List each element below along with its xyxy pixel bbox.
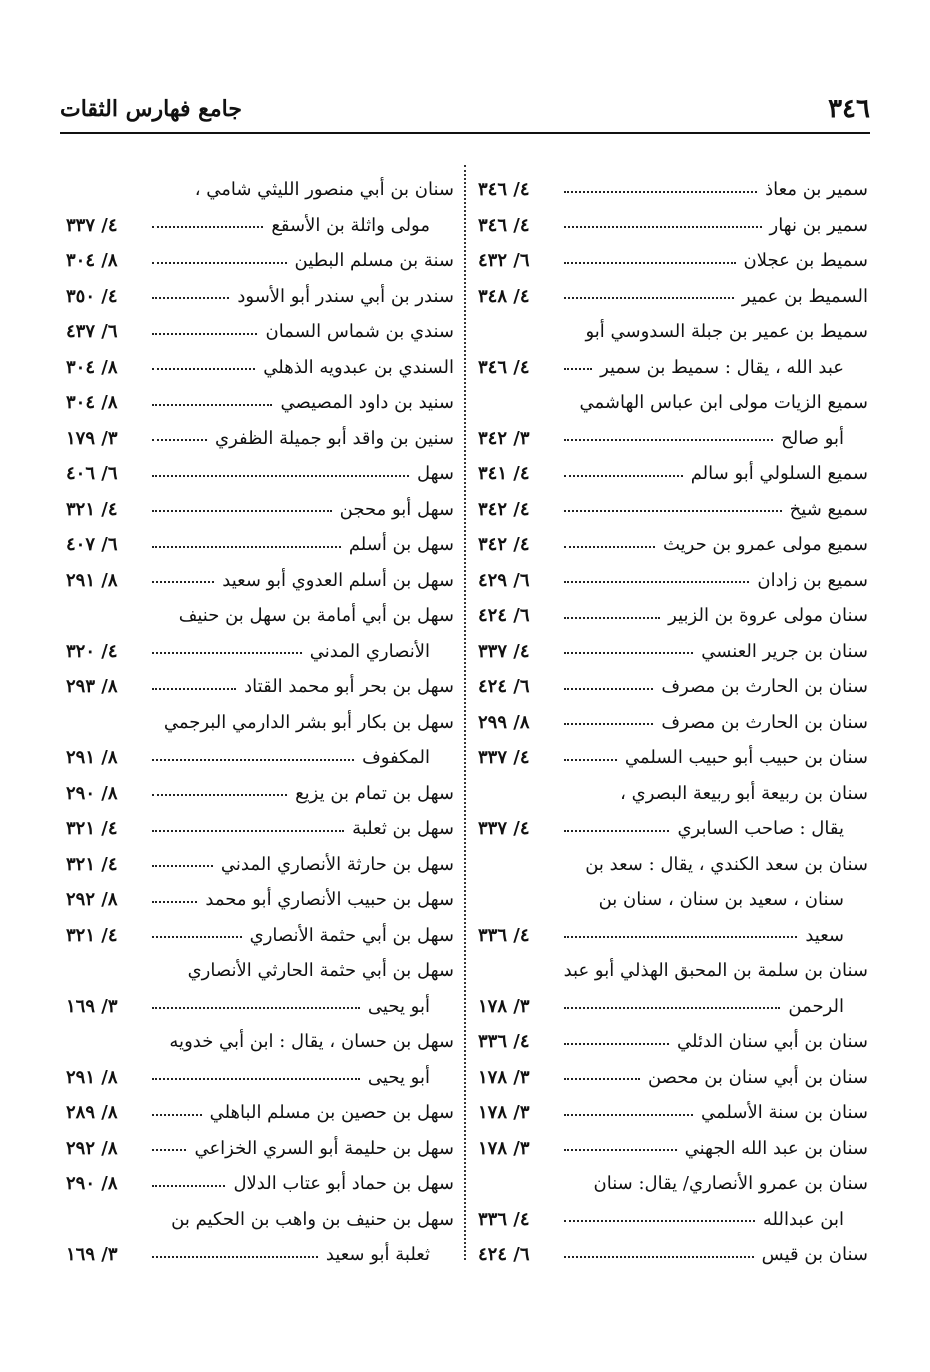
entry-name: سنين بن واقد أبو جميلة الظفري (215, 427, 454, 449)
entry-name: سنان بن حبيب أبو حبيب السلمي (624, 747, 868, 769)
entry-reference: ٤/ ٣٣٧ (478, 818, 530, 840)
entry-name: الأنصاري المدني (309, 640, 430, 662)
index-entry (66, 243, 454, 279)
index-entry (478, 456, 868, 492)
leader-dots (564, 222, 762, 228)
entry-name: سنان بن الحارث بن مصرف (661, 711, 868, 733)
index-entry (66, 918, 454, 954)
entry-reference: ٨/ ٢٩٢ (66, 1137, 118, 1159)
entry-reference: ٣/ ١٧٩ (66, 427, 118, 449)
entry-name: سمير بن معاذ (765, 179, 868, 201)
entry-name: سهل بن بكار أبو بشر الدارمي البرجمي (163, 711, 454, 733)
entry-name: مولى واثلة بن الأسقع (271, 214, 430, 236)
index-entry (66, 527, 454, 563)
index-entry (478, 208, 868, 244)
entry-name: سنان بن سعد الكندي ، يقال : سعد بن (585, 853, 868, 875)
entry-reference: ٣/ ١٦٩ (66, 1244, 118, 1266)
entry-name: السميط بن عمير (741, 285, 868, 307)
index-entry (66, 705, 454, 741)
entry-name: سهل بن حبيب الأنصاري أبو محمد (205, 889, 454, 911)
page-header (60, 92, 870, 134)
entry-name: سنان بن عبد الله الجهني (684, 1137, 868, 1159)
index-entry (66, 634, 454, 670)
index-entry (478, 882, 868, 918)
leader-dots (152, 826, 344, 832)
leader-dots (152, 435, 207, 441)
index-entry (478, 847, 868, 883)
index-entry (478, 811, 868, 847)
entry-name: سهل بن حصين بن مسلم الباهلي (209, 1102, 454, 1124)
entry-reference: ٤/ ٣٢١ (66, 924, 118, 946)
index-entry (66, 279, 454, 315)
entry-name: سهل بن أبي أمامة بن سهل بن حنيف (178, 605, 454, 627)
entry-reference: ٤/ ٣٢١ (66, 853, 118, 875)
index-entry (66, 350, 454, 386)
entry-reference: ٤/ ٣٣٦ (478, 924, 530, 946)
entry-reference: ٤/ ٣٢١ (66, 498, 118, 520)
leader-dots (564, 1003, 780, 1009)
page-number: ٣٤٦ (828, 94, 870, 124)
leader-dots (152, 897, 197, 903)
leader-dots (152, 293, 229, 299)
leader-dots (152, 471, 409, 477)
index-entry (478, 279, 868, 315)
entry-reference: ٨/ ٢٩١ (66, 1066, 118, 1088)
index-entry (478, 527, 868, 563)
leader-dots (152, 932, 242, 938)
entry-name: سنان بن أبي سنان الدئلي (677, 1031, 868, 1053)
entry-reference: ٤/ ٣٣٧ (478, 747, 530, 769)
index-entry (66, 492, 454, 528)
leader-dots (564, 1145, 677, 1151)
index-entry (66, 776, 454, 812)
entry-reference: ٤/ ٣٣٧ (66, 214, 118, 236)
index-entry (478, 989, 868, 1025)
leader-dots (152, 364, 255, 370)
index-entry (478, 385, 868, 421)
leader-dots (152, 684, 236, 690)
entry-name: ثعلبة أبو سعيد (325, 1244, 430, 1266)
entry-reference: ٤/ ٣٤٢ (478, 498, 530, 520)
leader-dots (564, 435, 773, 441)
entry-name: سهل بن أبي حثمة الأنصاري (249, 924, 454, 946)
leader-dots (564, 932, 797, 938)
index-entry (478, 172, 868, 208)
leader-dots (564, 506, 782, 512)
leader-dots (152, 506, 332, 512)
entry-name: سنان بن سنة الأسلمي (701, 1102, 868, 1124)
entry-reference: ٨/ ٢٩٩ (478, 711, 530, 733)
index-entry (66, 598, 454, 634)
leader-dots (564, 1252, 754, 1258)
entry-name: سنان مولى عروة بن الزبير (668, 605, 868, 627)
index-entry (66, 1095, 454, 1131)
leader-dots (564, 364, 592, 370)
leader-dots (564, 826, 669, 832)
leader-dots (564, 542, 655, 548)
leader-dots (152, 577, 214, 583)
index-entry (66, 172, 454, 208)
index-entry (478, 314, 868, 350)
index-entry (478, 598, 868, 634)
entry-reference: ٣/ ١٧٨ (478, 1066, 530, 1088)
entry-reference: ٤/ ٣٣٦ (478, 1208, 530, 1230)
index-entry (66, 669, 454, 705)
index-entry (478, 669, 868, 705)
index-entry (478, 918, 868, 954)
index-entry (66, 1024, 454, 1060)
entry-name: سهل بن حليمة أبو السري الخزاعي (194, 1137, 454, 1159)
book-title: جامع فهارس الثقات (60, 96, 242, 122)
entry-reference: ٦/ ٤٠٧ (66, 534, 118, 556)
index-entry (478, 563, 868, 599)
leader-dots (564, 719, 653, 725)
entry-name: سهل بن حارثة الأنصاري المدني (220, 853, 454, 875)
leader-dots (152, 1252, 318, 1258)
index-column-right (478, 172, 868, 1273)
index-entry (478, 1131, 868, 1167)
leader-dots (564, 293, 734, 299)
entry-reference: ٤/ ٣٢٠ (66, 640, 118, 662)
index-entry (66, 740, 454, 776)
leader-dots (152, 861, 213, 867)
index-entry (66, 1131, 454, 1167)
entry-name: سعيد (805, 924, 844, 946)
entry-name: أبو يحيى (367, 995, 430, 1017)
index-entry (66, 1060, 454, 1096)
entry-name: سميع السلولي أبو سالم (690, 463, 868, 485)
leader-dots (152, 1145, 186, 1151)
entry-name: سنان بن جرير العنسي (701, 640, 868, 662)
entry-name: سهل بن أبي حثمة الحارثي الأنصاري (187, 960, 454, 982)
leader-dots (152, 258, 287, 264)
entry-name: سنان بن عمرو الأنصاري/ يقال: سنان (593, 1173, 868, 1195)
entry-reference: ٨/ ٢٩٣ (66, 676, 118, 698)
entry-reference: ٣/ ١٦٩ (66, 995, 118, 1017)
index-entry (66, 953, 454, 989)
leader-dots (152, 222, 263, 228)
leader-dots (152, 400, 272, 406)
entry-name: سنان بن ربيعة أبو ربيعة البصري ، (620, 782, 868, 804)
column-divider (464, 165, 466, 1260)
index-column-left (66, 172, 454, 1273)
entry-name: المكفوف (362, 747, 430, 769)
index-entry (66, 314, 454, 350)
entry-name: سميع مولى عمرو بن حريث (662, 534, 868, 556)
entry-reference: ٦/ ٤٠٦ (66, 463, 118, 485)
leader-dots (564, 1074, 640, 1080)
entry-reference: ٨/ ٢٩١ (66, 747, 118, 769)
entry-name: سهل بن حسان ، يقال : ابن أبي خدويه (169, 1031, 454, 1053)
entry-reference: ٤/ ٣٤٦ (478, 179, 530, 201)
index-entry (478, 634, 868, 670)
index-entry (66, 421, 454, 457)
entry-name: السندي بن عبدويه الذهلي (263, 356, 454, 378)
index-entry (66, 1166, 454, 1202)
index-entry (66, 811, 454, 847)
entry-reference: ٨/ ٢٩١ (66, 569, 118, 591)
entry-name: سميع الزيات مولى ابن عباس الهاشمي (579, 392, 868, 414)
leader-dots (152, 1110, 202, 1116)
entry-reference: ٤/ ٣٢١ (66, 818, 118, 840)
entry-reference: ٦/ ٤٢٤ (478, 1244, 530, 1266)
index-entry (478, 1095, 868, 1131)
leader-dots (564, 471, 683, 477)
entry-reference: ٤/ ٣٤٨ (478, 285, 530, 307)
entry-reference: ٣/ ٣٤٢ (478, 427, 530, 449)
entry-reference: ٨/ ٣٠٤ (66, 356, 118, 378)
entry-reference: ٣/ ١٧٨ (478, 1102, 530, 1124)
entry-name: سمير بن نهار (769, 214, 868, 236)
entry-name: سنيد بن داود المصيصي (280, 392, 454, 414)
index-entry (478, 953, 868, 989)
entry-name: سهل أبو محجن (339, 498, 454, 520)
entry-name: سهل بن حنيف بن واهب بن الحكيم بن (171, 1208, 454, 1230)
entry-name: سهل بن أسلم العدوي أبو سعيد (222, 569, 454, 591)
entry-reference: ٨/ ٢٩٠ (66, 1173, 118, 1195)
entry-reference: ٦/ ٤٣٢ (478, 250, 530, 272)
index-entry (66, 208, 454, 244)
entry-name: سهل بن حماد أبو عتاب الدلال (233, 1173, 454, 1195)
entry-name: سميط بن عمير بن جبلة السدوسي أبو (585, 321, 868, 343)
index-entry (66, 456, 454, 492)
entry-reference: ٤/ ٣٤٦ (478, 356, 530, 378)
index-entry (66, 563, 454, 599)
entry-name: سنة بن مسلم البطين (294, 250, 454, 272)
entry-name: سنان بن سلمة بن المحبق الهذلي أبو عبد (563, 960, 868, 982)
index-entry (66, 1202, 454, 1238)
entry-reference: ٣/ ١٧٨ (478, 995, 530, 1017)
entry-reference: ٤/ ٣٣٦ (478, 1031, 530, 1053)
entry-reference: ٨/ ٣٠٤ (66, 392, 118, 414)
index-entry (478, 243, 868, 279)
entry-name: أبو يحيى (367, 1066, 430, 1088)
entry-reference: ٨/ ٢٩٠ (66, 782, 118, 804)
entry-name: سنان بن قيس (761, 1244, 868, 1266)
entry-name: سهل بن أسلم (348, 534, 454, 556)
leader-dots (564, 577, 749, 583)
leader-dots (152, 1181, 225, 1187)
index-entry (66, 1237, 454, 1273)
index-entry (478, 740, 868, 776)
index-entry (478, 1060, 868, 1096)
index-entry (478, 1024, 868, 1060)
index-entry (478, 492, 868, 528)
entry-name: سميط بن عجلان (743, 250, 868, 272)
entry-name: سهل بن تمام بن يزيع (295, 782, 454, 804)
leader-dots (152, 542, 341, 548)
leader-dots (152, 755, 354, 761)
index-entry (478, 1166, 868, 1202)
index-entry (66, 882, 454, 918)
leader-dots (564, 258, 736, 264)
entry-name: أبو صالح (781, 427, 844, 449)
entry-reference: ٤/ ٣٤٦ (478, 214, 530, 236)
entry-name: سهل بن بحر أبو محمد القتاد (244, 676, 454, 698)
entry-reference: ٤/ ٣٥٠ (66, 285, 118, 307)
entry-reference: ٨/ ٢٨٩ (66, 1102, 118, 1124)
entry-reference: ٦/ ٤٢٩ (478, 569, 530, 591)
entry-reference: ٤/ ٣٣٧ (478, 640, 530, 662)
entry-reference: ٦/ ٤٢٤ (478, 676, 530, 698)
entry-name: سميع بن زادان (757, 569, 868, 591)
leader-dots (564, 684, 653, 690)
entry-reference: ٣/ ١٧٨ (478, 1137, 530, 1159)
index-entry (66, 385, 454, 421)
index-entry (66, 989, 454, 1025)
entry-name: عبد الله ، يقال : سميط بن سمير (600, 356, 844, 378)
entry-reference: ٨/ ٣٠٤ (66, 250, 118, 272)
leader-dots (564, 613, 660, 619)
entry-reference: ٤/ ٣٤٢ (478, 534, 530, 556)
entry-name: ابن عبدالله (762, 1208, 844, 1230)
index-entry (478, 1202, 868, 1238)
entry-name: سنان ، سعيد بن سنان ، سنان بن (598, 889, 844, 911)
entry-reference: ٦/ ٤٣٧ (66, 321, 118, 343)
leader-dots (564, 648, 693, 654)
entry-name: يقال : صاحب السابري (677, 818, 844, 840)
entry-name: سندي بن شماس السمان (265, 321, 454, 343)
index-entry (478, 776, 868, 812)
index-entry (478, 1237, 868, 1273)
leader-dots (564, 755, 617, 761)
entry-name: سنان بن أبي منصور الليثي شامي ، (194, 179, 454, 201)
leader-dots (564, 187, 757, 193)
index-entry (478, 421, 868, 457)
entry-name: سنان بن أبي سنان بن محصن (647, 1066, 868, 1088)
leader-dots (564, 1110, 693, 1116)
entry-reference: ٨/ ٢٩٢ (66, 889, 118, 911)
entry-name: الرحمن (788, 995, 844, 1017)
leader-dots (152, 790, 287, 796)
leader-dots (564, 1216, 755, 1222)
entry-name: سندر بن أبي سندر أبو الأسود (237, 285, 454, 307)
entry-reference: ٦/ ٤٢٤ (478, 605, 530, 627)
entry-name: سنان بن الحارث بن مصرف (661, 676, 868, 698)
leader-dots (152, 329, 257, 335)
leader-dots (152, 1003, 360, 1009)
leader-dots (152, 1074, 360, 1080)
index-entry (478, 350, 868, 386)
index-entry (66, 847, 454, 883)
entry-name: سميع شيخ (789, 498, 868, 520)
index-entry (478, 705, 868, 741)
entry-reference: ٤/ ٣٤١ (478, 463, 530, 485)
entry-name: سهل بن ثعلبة (352, 818, 454, 840)
entry-name: سهل (416, 463, 454, 485)
leader-dots (152, 648, 302, 654)
leader-dots (564, 1039, 669, 1045)
